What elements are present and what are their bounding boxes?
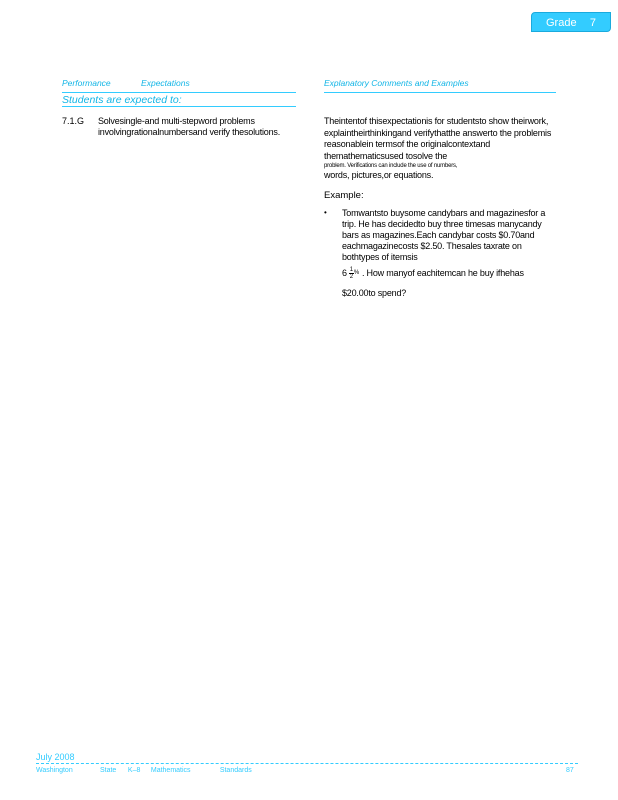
explanatory-comments-header: Explanatory Comments and Examples — [324, 78, 469, 88]
footer-document-title — [36, 767, 252, 774]
students-expected-subheading: Students are expected to: — [62, 94, 182, 106]
tax-rate-line — [342, 267, 557, 280]
intent-text: Theintentof thisexpectationis for studentsto show theirwork, explaintheirthinkingand verifythatthe answerto the problemis reasonablein termsof the originalcontextand themathematicsused tosolve the — [324, 116, 552, 161]
header-expectations: Expectations — [141, 78, 190, 88]
rate-unit: % — [353, 270, 359, 276]
grade-tab — [531, 12, 611, 32]
example-label: Example: — [324, 190, 364, 201]
footer-dashed-rule — [36, 763, 578, 764]
grade-label: Grade — [546, 17, 577, 29]
footer-date: July 2008 — [36, 752, 75, 762]
performance-expectations-header — [62, 78, 296, 88]
rate-fraction — [349, 267, 359, 280]
question-end: $20.00to spend? — [342, 288, 407, 298]
intent-small-text: problem. Verifications can include the use of numbers, — [324, 163, 458, 169]
left-header-rule — [62, 92, 296, 93]
footer-state: State — [99, 767, 117, 774]
bullet-icon: • — [324, 208, 327, 217]
page-number: 87 — [566, 767, 574, 774]
rate-denominator: 2 — [349, 274, 353, 280]
right-header-rule — [324, 92, 556, 93]
intent-end-text: words, pictures,or equations. — [324, 170, 434, 180]
footer-grades: K–8 — [127, 767, 141, 774]
grade-number: 7 — [589, 17, 596, 29]
subheading-rule — [62, 106, 296, 107]
standard-id: 7.1.G — [62, 116, 85, 126]
footer-washington: Washington — [36, 767, 73, 774]
footer-standards: Standards — [219, 767, 252, 774]
standard-text: Solvesingle-and multi-stepword problems involvingrationalnumbersand verify thesolutions. — [98, 116, 281, 137]
header-performance: Performance — [62, 78, 111, 88]
example-body: Tomwantsto buysome candybars and magazinesfor a trip. He has decidedto buy three timesas manycandy bars as magazines.Each candybar costs $0.70and eachmagazinecosts $2.50. Thesales taxrate on bothtypes of itemsis — [342, 208, 546, 262]
rate-whole: 6 — [342, 268, 347, 278]
footer-mathematics: Mathematics — [150, 767, 191, 774]
example-text — [342, 208, 557, 299]
rate-numerator: 1 — [349, 267, 353, 273]
question-text: . How manyof eachitemcan he buy ifhehas — [361, 268, 524, 278]
explanation-intent — [324, 116, 558, 182]
